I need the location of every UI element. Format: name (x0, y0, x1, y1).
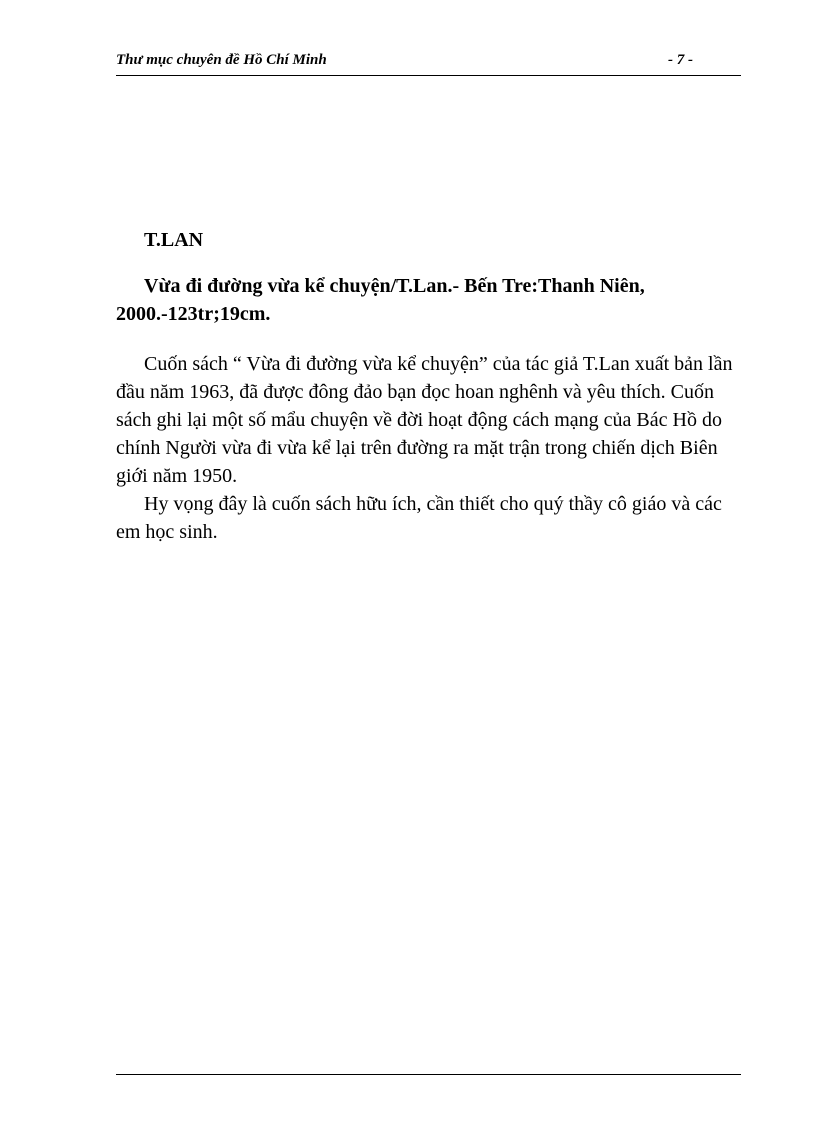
document-body (116, 226, 741, 546)
header-title: Thư mục chuyên đề Hồ Chí Minh (116, 52, 327, 68)
entry-citation: Vừa đi đường vừa kể chuyện/T.Lan.- Bến Tre:Thanh Niên, 2000.-123tr;19cm. (116, 275, 645, 325)
footer-divider (116, 1074, 741, 1075)
entry-author: T.LAN (144, 229, 204, 251)
entry-summary-paragraph: Cuốn sách “ Vừa đi đường vừa kể chuyện” của tác giả T.Lan xuất bản lần đầu năm 1963, đã được đông đảo bạn đọc hoan nghênh và yêu thích. Cuốn sách ghi lại một số mẩu chuyện về đời hoạt động cách mạng của Bác Hồ do chính Người vừa đi vừa kể lại trên đường ra mặt trận trong chiến dịch Biên giới năm 1950. (116, 353, 733, 487)
page-number: - 7 - (668, 52, 693, 68)
header-divider (116, 75, 741, 76)
page-header (116, 52, 741, 74)
entry-summary-paragraph: Hy vọng đây là cuốn sách hữu ích, cần thiết cho quý thầy cô giáo và các em học sinh. (116, 493, 722, 543)
